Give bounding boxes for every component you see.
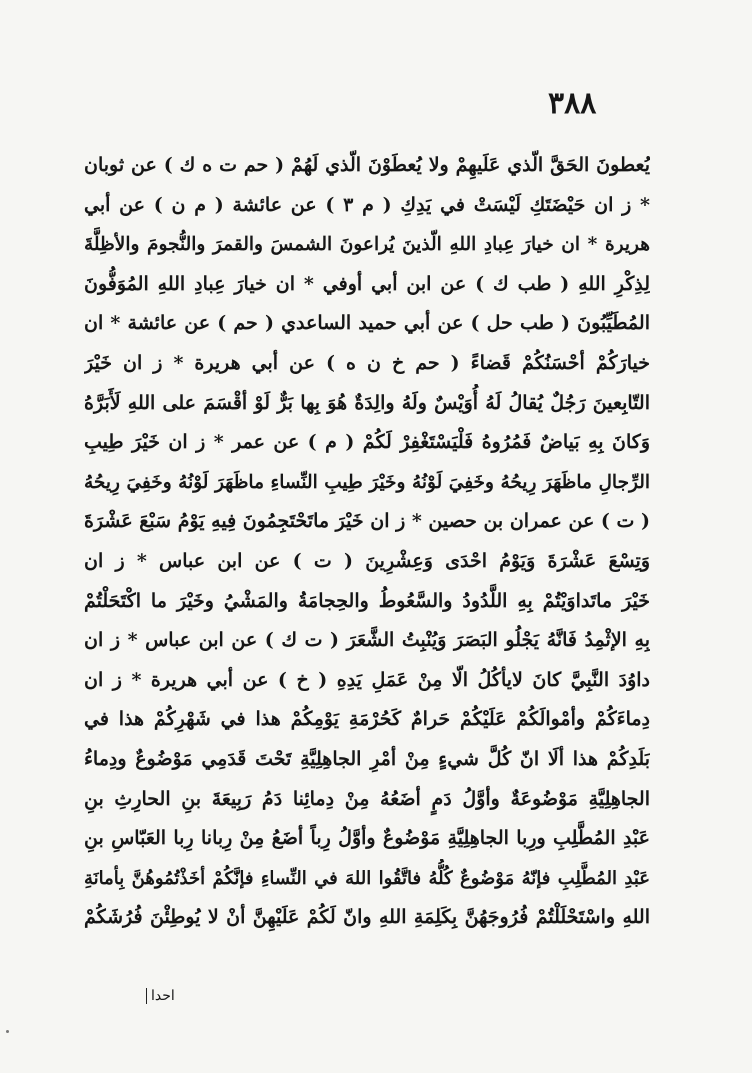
text-line: عَبْدِ المُطَّلِبِ فإنّهُ مَوْضُوعٌ كُلُّهُ فاتَّقُوا اللهَ في النِّساءِ فإنَّكُمْ أخَذْتُمُوهُنَّ بِأمانَةِ xyxy=(84,867,650,889)
text-line: هريرة * ان خيارَ عِبادِ اللهِ الّذينَ يُراعونَ الشمسَ والقمرَ والنُّجومَ والأظِلَّةَ xyxy=(84,234,650,256)
text-line: داوُدَ النَّبِيَّ كانَ لايأكُلُ الّا مِنْ عَمَلِ يَدِهِ ( خ ) عن أبي هريرة * ز ان xyxy=(84,668,650,691)
text-line: التّابِعينَ رَجُلٌ يُقالُ لَهُ أُوَيْسٌ ولَهُ والِدَةٌ هُوَ بِها بَرٌّ لَوْ أقْسَمَ على اللهِ لَأَبَرَّهُ xyxy=(84,391,650,414)
text-line: بَلَدِكُمْ هذا ألَا انّ كُلَّ شيءٍ مِنْ أمْرِ الجاهِلِيَّةِ تَحْتَ قَدَمِي مَوْضُوعٌ ودِماءُ xyxy=(84,747,650,770)
text-line: الرِّجالِ ماظَهَرَ رِيحُهُ وخَفِيَ لَوْنُهُ وخَيْرَ طِيبِ النِّساءِ ماظَهَرَ لَوْنُهُ وخَفِيَ رِيحُهُ xyxy=(84,471,650,493)
text-line: * ز ان حَيْضَتَكِ لَيْسَتْ في يَدِكِ ( م ٣ ) عن عائشة ( م ن ) عن أبي xyxy=(84,193,650,216)
text-line: لِذِكْرِ اللهِ ( طب ك ) عن ابن أبي أوفي * ان خيارَ عِبادِ اللهِ المُوَفُّونَ xyxy=(84,272,650,295)
text-line: الجاهِلِيَّةِ مَوْضُوعَةٌ وأوَّلُ دَمٍ أضَعُهُ مِنْ دِمائِنا دَمُ رَبِيعَةَ بنِ الحارِثِ بنِ xyxy=(84,787,650,810)
catchword: احدا xyxy=(146,988,175,1004)
hadith-text-body xyxy=(84,146,650,938)
text-line: المُطَيِّبُونَ ( طب حل ) عن أبي حميد الساعدي ( حم ) عن عائشة * ان xyxy=(84,312,650,335)
text-line: وَتِسْعَ عَشْرَةَ وَيَوْمُ احْدَى وَعِشْرِينَ ( ت ) عن ابن عباس * ز ان xyxy=(84,549,650,572)
page-number: ٣٨٨ xyxy=(548,86,597,121)
text-line: دِماءَكُمْ وأمْوالَكُمْ عَلَيْكُمْ حَرامٌ كَحُرْمَةِ يَوْمِكُمْ هذا في شَهْرِكُمْ هذا في xyxy=(84,708,650,731)
text-line: عَبْدِ المُطَّلِبِ ورِبا الجاهِلِيَّةِ مَوْضُوعٌ وأوَّلُ رِباً أضَعُ مِنْ رِبانا رِبا العَبّاسِ بنِ xyxy=(84,827,650,850)
text-line: ( ت ) عن عمران بن حصين * ز ان خَيْرَ ماتَحْتَجِمُونَ فِيهِ يَوْمُ سَبْعَ عَشْرَةَ xyxy=(84,510,650,533)
text-line: يُعطونَ الحَقَّ الّذي عَلَيهِمْ ولا يُعطَوْنَ الّذي لَهُمْ ( حم ت ه ك ) عن ثوبان xyxy=(84,154,650,176)
text-line: بِهِ الإثْمِدُ فَانَّهُ يَجْلُو البَصَرَ وَيُنْبِتُ الشَّعَرَ ( ت ك ) عن ابن عباس * ز ان xyxy=(84,629,650,652)
text-line: وَكانَ بِهِ بَياضٌ فَمُرُوهُ فَلْيَسْتَغْفِرْ لَكُمْ ( م ) عن عمر * ز ان خَيْرَ طِيبِ xyxy=(84,431,650,454)
text-line: خَيْرَ ماتَداوَيْتُمْ بِهِ اللَّدُودُ والسَّعُوطُ والحِجامَةُ والمَشْيُ وخَيْرَ ما اكْتَحَلْتُمْ xyxy=(84,589,650,612)
text-line: خيارَكُمْ أحْسَنُكُمْ قَضاءً ( حم خ ن ه ) عن أبي هريرة * ز ان خَيْرَ xyxy=(84,351,650,374)
text-line: اللهِ واسْتَحْلَلْتُمْ فُرُوجَهُنَّ بِكَلِمَةِ اللهِ وانّ لَكُمْ عَلَيْهِنَّ أنْ لا يُوطِئْنَ فُرُشَكُمْ xyxy=(84,906,650,929)
scan-speck xyxy=(6,1030,9,1033)
